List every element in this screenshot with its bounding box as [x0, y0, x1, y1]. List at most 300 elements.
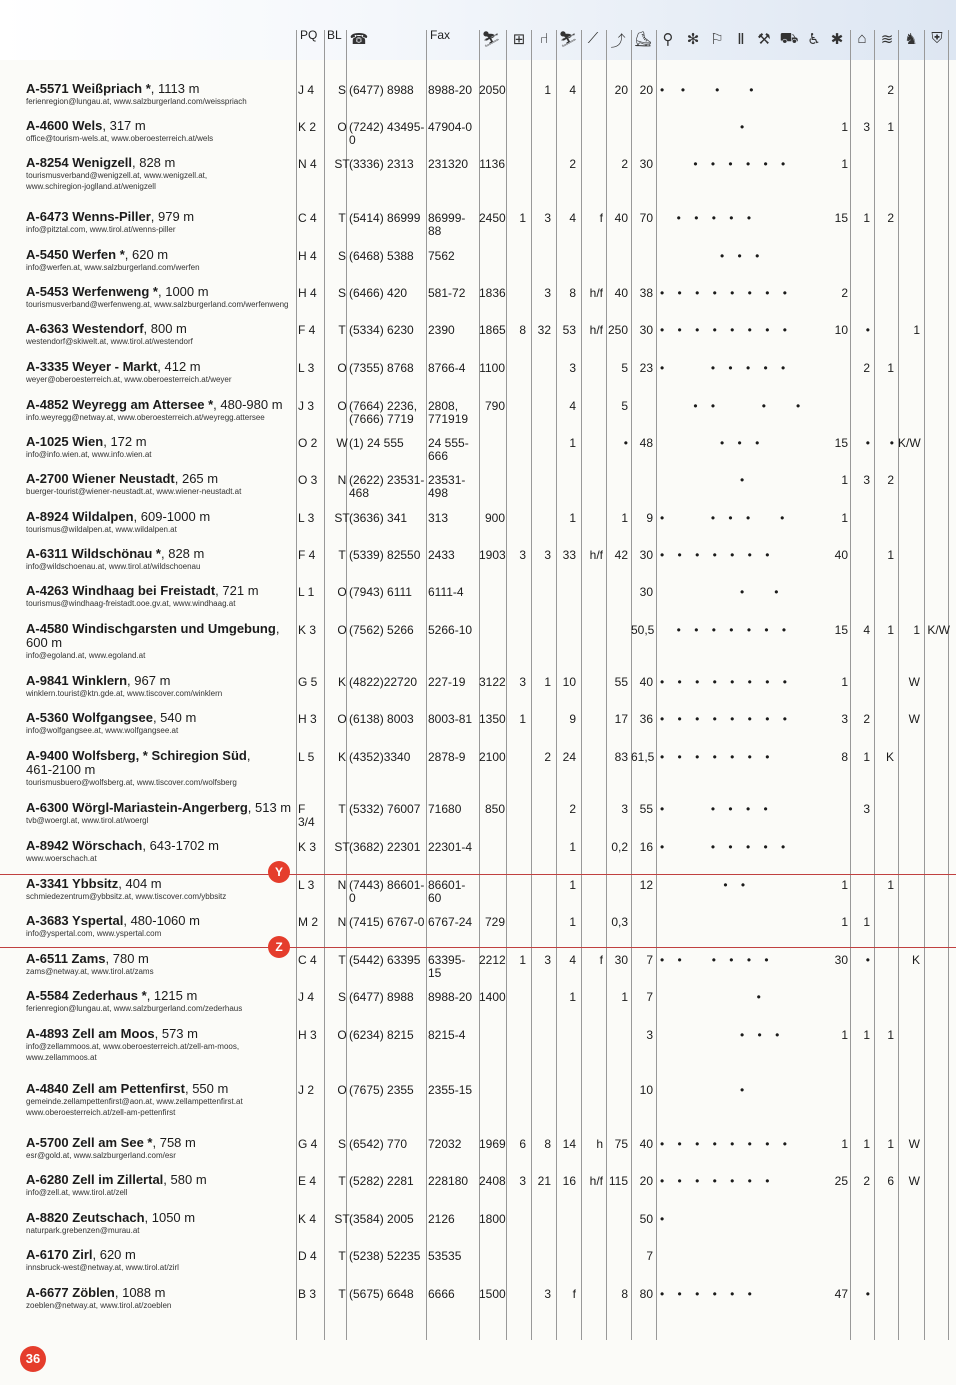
- place-entry: [26, 801, 294, 826]
- altitude: , 404 m: [118, 876, 162, 891]
- cell-tel: (7562) 5266: [349, 623, 414, 637]
- altitude: , 580 m: [163, 1172, 207, 1187]
- cell-bl: T: [338, 953, 346, 967]
- cell-r4: K/W: [898, 436, 921, 450]
- cell-bl: K: [337, 675, 346, 689]
- altitude: , 265 m: [174, 471, 219, 486]
- cell-c6: 42: [614, 548, 628, 562]
- contact-line: www.zellammoos.at: [26, 1053, 97, 1062]
- place-name: A-4840: [26, 1081, 69, 1096]
- cell-r2: 1: [863, 1028, 870, 1042]
- place-entry: [26, 1173, 294, 1198]
- place-entry: [26, 510, 294, 535]
- cell-fax: 2808, 771919: [428, 399, 469, 426]
- feature-dots: • • • • • •: [660, 361, 786, 375]
- cell-tel: (6468) 5388: [349, 249, 414, 263]
- cell-tel: (7415) 6767-0: [349, 915, 425, 929]
- cell-c7: 48: [639, 436, 653, 450]
- place-name: A-8942: [26, 838, 69, 853]
- contact-line: www.oberoesterreich.at/zell-am-pettenfirst: [26, 1108, 176, 1117]
- cell-r1: 2: [841, 286, 848, 300]
- cell-c4: 4: [569, 399, 576, 413]
- place-name: Zell am Pettenfirst: [72, 1081, 185, 1096]
- cell-tel: (6477) 8988: [349, 990, 414, 1004]
- cell-c4: 53: [562, 323, 576, 337]
- feature-dots: • • • • • • •: [660, 623, 787, 637]
- cell-pq: C 4: [298, 953, 317, 967]
- hiking-icon: ⚲: [662, 31, 674, 48]
- cell-c2: 1: [519, 953, 526, 967]
- cell-r1: 1: [841, 915, 848, 929]
- cell-r4: W: [908, 712, 920, 726]
- cell-c1: 1865: [479, 323, 506, 337]
- cell-c7: 7: [646, 953, 653, 967]
- cell-pq: F 4: [298, 323, 316, 337]
- section-marker-z: Z: [268, 936, 290, 958]
- place-title: [26, 248, 294, 262]
- cell-r2: 2: [863, 361, 870, 375]
- cell-r2: 2: [863, 1174, 870, 1188]
- contact-line: zoeblen@netway.at, www.tirol.at/zoeblen: [26, 1301, 172, 1310]
- cell-c5: h/f: [589, 548, 603, 562]
- cell-c1: 2100: [479, 750, 506, 764]
- cell-c1: 1800: [479, 1212, 506, 1226]
- place-name: Wiener Neustadt: [72, 471, 175, 486]
- feature-dots: • • • • • •: [660, 840, 786, 854]
- cell-tel: (7664) 2236, (7666) 7719: [349, 399, 418, 426]
- place-name: Windhaag bei Freistadt: [72, 583, 216, 598]
- cell-c7: 12: [639, 878, 653, 892]
- cell-c3: 3: [544, 953, 551, 967]
- cell-bl: T: [338, 1249, 346, 1263]
- cell-r2: 4: [863, 623, 870, 637]
- cell-r1: 15: [834, 623, 848, 637]
- cell-c7: 20: [639, 1174, 653, 1188]
- place-entry: [26, 1211, 294, 1236]
- place-title: [26, 1248, 294, 1262]
- contact-line: schmiedezentrum@ybbsitz.at, www.tiscover.com/ybbsitz: [26, 892, 227, 901]
- cell-tel: (6477) 8988: [349, 83, 414, 97]
- contact-line: innsbruck-west@netway.at, www.tirol.at/zirl: [26, 1263, 179, 1272]
- cell-r1: 10: [834, 323, 848, 337]
- cell-c1: 1969: [479, 1137, 506, 1151]
- cell-c3: 1: [544, 675, 551, 689]
- place-title: [26, 622, 294, 636]
- cell-c7: 30: [639, 157, 653, 171]
- place-entry: [26, 210, 294, 235]
- cell-c6: 30: [614, 953, 628, 967]
- place-title: [26, 584, 294, 598]
- place-entry: [26, 285, 294, 310]
- cell-tel: (3336) 2313: [349, 157, 414, 171]
- place-name: A-6363: [26, 321, 69, 336]
- cell-c6: 20: [614, 83, 628, 97]
- place-name: Weyer - Markt: [72, 359, 158, 374]
- place-title: [26, 1286, 294, 1300]
- cell-bl: O: [337, 120, 347, 134]
- cell-c6: 40: [614, 211, 628, 225]
- cell-r1: 8: [841, 750, 848, 764]
- place-entry: [26, 622, 294, 661]
- walker-icon: ⚒: [757, 31, 771, 48]
- place-title: [26, 877, 294, 891]
- cell-r1: 1: [841, 878, 848, 892]
- cell-r4: 1: [913, 623, 920, 637]
- cell-c2: 3: [519, 1174, 526, 1188]
- place-title: [26, 285, 294, 299]
- place-name: A-5700: [26, 1135, 69, 1150]
- cell-c6: 2: [621, 157, 628, 171]
- place-name: Zams: [71, 951, 106, 966]
- cell-c7: 50: [639, 1212, 653, 1226]
- contact-line: tourismus@wildalpen.at, www.wildalpen.at: [26, 525, 177, 534]
- cell-c6: 250: [607, 323, 628, 337]
- cell-bl: N: [337, 878, 347, 892]
- cell-c5: f: [599, 953, 603, 967]
- cell-c3: 2: [544, 750, 551, 764]
- feature-dots: • • • • • •: [660, 157, 786, 171]
- place-name: A-5584: [26, 988, 69, 1003]
- cell-pq: K 2: [298, 120, 317, 134]
- place-name: Zirl: [72, 1247, 93, 1262]
- cell-fax: 6111-4: [428, 585, 464, 599]
- cell-fax: 86601-60: [428, 878, 466, 905]
- feature-dots: • • • • • • • •: [660, 286, 787, 300]
- header-bl: BL: [327, 28, 342, 42]
- cell-pq: L 1: [298, 585, 315, 599]
- place-name: A-4852: [26, 397, 69, 412]
- cell-tel: (5442) 63395: [349, 953, 421, 967]
- altitude: , 480-980 m: [213, 397, 283, 412]
- cell-fax: 7562: [428, 249, 455, 263]
- place-title: [26, 989, 294, 1003]
- cell-bl: T: [338, 211, 346, 225]
- cell-c4: 14: [562, 1137, 576, 1151]
- cell-tel: (7675) 2355: [349, 1083, 414, 1097]
- horse-icon: ♞: [904, 31, 918, 48]
- place-name: Weißpriach *: [72, 81, 151, 96]
- feature-dots: • • • • • • •: [660, 548, 770, 562]
- cell-bl: O: [337, 361, 347, 375]
- contact-line: info@wildschoenau.at, www.tirol.at/wildschoenau: [26, 562, 201, 571]
- cell-fax: 2355-15: [428, 1083, 473, 1097]
- cell-c4: 1: [569, 915, 576, 929]
- place-name: Wien: [72, 434, 104, 449]
- cell-fax: 8988-20: [428, 83, 473, 97]
- place-name: A-4600: [26, 118, 69, 133]
- place-entry: [26, 839, 294, 864]
- place-name: Wolfgangsee: [72, 710, 153, 725]
- cell-c1: 1500: [479, 1287, 506, 1301]
- cell-c4: 4: [569, 211, 576, 225]
- cell-bl: O: [337, 1083, 347, 1097]
- cell-r2: 1: [863, 1137, 870, 1151]
- cell-c6: 3: [621, 802, 628, 816]
- shield-icon: ⛨: [931, 30, 943, 47]
- contact-line: info@zellammoos.at, www.oberoesterreich.at/zell-am-moos,: [26, 1042, 240, 1051]
- cell-pq: L 3: [298, 361, 315, 375]
- cell-r1: 1: [841, 473, 848, 487]
- contact-line: info@info.wien.at, www.info.wien.at: [26, 450, 152, 459]
- cell-c7: 30: [639, 323, 653, 337]
- cell-c1: 2450: [479, 211, 506, 225]
- cell-c7: 55: [639, 802, 653, 816]
- cell-c1: 850: [484, 802, 505, 816]
- place-name: Yspertal: [72, 913, 124, 928]
- place-title: [26, 674, 294, 688]
- cell-tel: (4352)3340: [349, 750, 411, 764]
- cell-bl: O: [337, 399, 347, 413]
- cell-pq: K 3: [298, 840, 317, 854]
- cell-fax: 63395-15: [428, 953, 466, 980]
- place-entry: [26, 584, 294, 609]
- cell-bl: T: [338, 323, 346, 337]
- place-name: Windischgarsten und Umgebung: [72, 621, 276, 636]
- feature-dots: • • • • • • • •: [660, 675, 787, 689]
- cell-fax: 313: [428, 511, 449, 525]
- feature-dots: • •: [660, 878, 746, 892]
- cell-c4: f: [572, 1287, 576, 1301]
- place-entry: [26, 435, 294, 460]
- cell-bl: T: [338, 1174, 346, 1188]
- place-title: [26, 472, 294, 486]
- feature-dots: • • •: [660, 436, 760, 450]
- cell-r3: K: [885, 750, 894, 764]
- place-name: Zederhaus *: [72, 988, 147, 1003]
- cell-r3: 1: [887, 548, 894, 562]
- cell-c6: 115: [608, 1174, 628, 1188]
- cell-c1: 1100: [479, 361, 505, 375]
- cell-c2: 6: [519, 1137, 526, 1151]
- cell-tel: (5238) 52235: [349, 1249, 421, 1263]
- cell-r1: 15: [834, 436, 848, 450]
- cell-fax: 227-19: [428, 675, 466, 689]
- place-name: Zell im Zillertal: [72, 1172, 164, 1187]
- cell-c7: 50,5: [631, 623, 655, 637]
- altitude: , 573 m: [154, 1026, 198, 1041]
- contact-line: ferienregion@lungau.at, www.salzburgerland.com/zederhaus: [26, 1004, 243, 1013]
- cell-c3: 32: [537, 323, 551, 337]
- cell-c6: 75: [614, 1137, 628, 1151]
- altitude: , 800 m: [143, 321, 187, 336]
- cell-c3: 3: [544, 211, 551, 225]
- cell-c3: 3: [544, 286, 551, 300]
- place-title: [26, 360, 294, 374]
- place-entry: [26, 472, 294, 497]
- cell-r3: 1: [887, 361, 894, 375]
- cell-pq: G 5: [298, 675, 318, 689]
- wheelchair-icon: ♿: [807, 31, 821, 48]
- feature-dots: • • •: [660, 249, 760, 263]
- torch-icon: Ⅱ: [737, 31, 745, 48]
- place-title: [26, 398, 294, 412]
- place-name: Wörschach: [72, 838, 143, 853]
- cell-c7: 7: [646, 1249, 653, 1263]
- feature-dots: • • • • • • • •: [660, 712, 787, 726]
- cell-r1: 1: [841, 120, 848, 134]
- cell-bl: T: [338, 802, 346, 816]
- cell-r1: 3: [841, 712, 848, 726]
- altitude: , 620 m: [124, 247, 169, 262]
- place-name: Wenigzell: [72, 155, 132, 170]
- cell-tel: (5332) 76007: [349, 802, 421, 816]
- cell-r2: 1: [863, 915, 870, 929]
- feature-dots: •: [660, 473, 745, 487]
- place-entry: [26, 82, 294, 107]
- header-fax: Fax: [430, 28, 451, 42]
- cell-c6: 1: [621, 990, 628, 1004]
- place-entry: [26, 322, 294, 347]
- place-name: A-8924: [26, 509, 69, 524]
- cell-c6: •: [623, 436, 628, 450]
- cell-bl: N: [337, 915, 347, 929]
- contact-line: tourismus@windhaag-freistadt.ooe.gv.at, www.windhaag.at: [26, 599, 236, 608]
- altitude: , 540 m: [152, 710, 197, 725]
- cell-tel: (1) 24 555: [349, 436, 404, 450]
- snowboard-icon: ⛸: [633, 31, 653, 48]
- place-name: A-6311: [26, 546, 68, 561]
- cell-fax: 6666: [428, 1287, 455, 1301]
- cell-c1: 1400: [479, 990, 506, 1004]
- cell-tel: (6234) 8215: [349, 1028, 414, 1042]
- place-entry: [26, 1082, 294, 1118]
- cell-c4: 10: [562, 675, 576, 689]
- contact-line: westendorf@skiwelt.at, www.tirol.at/westendorf: [26, 337, 193, 346]
- cell-pq: F 4: [298, 548, 316, 562]
- place-name: A-3335: [26, 359, 69, 374]
- cell-c4: 2: [569, 802, 576, 816]
- cell-pq: F 3/4: [298, 802, 315, 829]
- place-title: [26, 322, 294, 336]
- cell-bl: O: [337, 585, 347, 599]
- header-pq: PQ: [300, 28, 318, 42]
- cell-c1: 2408: [479, 1174, 506, 1188]
- cell-fax: 71680: [428, 802, 462, 816]
- cell-c4: 16: [562, 1174, 576, 1188]
- sled-icon: ⛟: [779, 30, 799, 47]
- place-title: [26, 914, 294, 928]
- contact-line: www.woerschach.at: [26, 854, 97, 863]
- cell-r3: 1: [887, 623, 894, 637]
- cell-c7: 7: [646, 990, 653, 1004]
- place-name: A-6677: [26, 1285, 69, 1300]
- cell-c6: 5: [621, 361, 628, 375]
- cell-c7: 40: [639, 1137, 653, 1151]
- altitude: , 721 m: [215, 583, 259, 598]
- cell-r3: 1: [887, 1028, 894, 1042]
- cell-c4: 4: [569, 953, 576, 967]
- place-name: Zeutschach: [72, 1210, 145, 1225]
- contact-line: info@wolfgangsee.at, www.wolfgangsee.at: [26, 726, 179, 735]
- cell-r3: 1: [887, 1137, 894, 1151]
- feature-dots: • • •: [660, 1028, 780, 1042]
- cell-tel: (3636) 341: [349, 511, 408, 525]
- feature-dots: • •: [660, 585, 779, 599]
- feature-dots: •: [660, 1083, 745, 1097]
- cell-fax: 23531-498: [428, 473, 466, 500]
- cell-pq: J 4: [298, 83, 315, 97]
- cell-pq: M 2: [298, 915, 319, 929]
- contact-line: weyer@oberoesterreich.at, www.oberoesterreich.at/weyer: [26, 375, 232, 384]
- altitude: , 979 m: [150, 209, 195, 224]
- cell-pq: D 4: [298, 1249, 317, 1263]
- altitude: ,: [246, 748, 251, 763]
- place-name: A-8820: [26, 1210, 69, 1225]
- place-name: Wels: [72, 118, 103, 133]
- cell-fax: 228180: [428, 1174, 469, 1188]
- altitude: , 513 m: [247, 800, 292, 815]
- feature-dots: • • • • •: [660, 211, 752, 225]
- cell-r3: 2: [887, 473, 894, 487]
- sauna-icon: ⌂: [857, 30, 867, 47]
- cell-c4: 1: [569, 878, 576, 892]
- altitude: , 412 m: [157, 359, 201, 374]
- cell-c2: 1: [519, 712, 526, 726]
- place-title: [26, 210, 294, 224]
- cell-bl: O: [337, 623, 347, 637]
- cell-tel: (7443) 86601-0: [349, 878, 425, 905]
- cell-fax: 53535: [428, 1249, 462, 1263]
- place-entry: [26, 674, 294, 699]
- cell-c1: 790: [484, 399, 505, 413]
- gondola-icon: ⊞: [512, 31, 526, 48]
- place-title: [26, 1136, 294, 1150]
- altitude: , 1215 m: [146, 988, 198, 1003]
- cell-pq: K 4: [298, 1212, 317, 1226]
- cell-fax: 6767-24: [428, 915, 473, 929]
- cell-c4: 1: [569, 436, 576, 450]
- place-title: [26, 547, 294, 561]
- cell-tel: (7242) 43495-0: [349, 120, 425, 147]
- place-name: A-5453: [26, 284, 69, 299]
- cell-c1: 1903: [479, 548, 506, 562]
- place-name: A-9400: [26, 748, 69, 763]
- cell-c1: 3122: [479, 675, 506, 689]
- cell-pq: J 2: [298, 1083, 315, 1097]
- feature-dots: •: [660, 120, 745, 134]
- place-name: A-6300: [26, 800, 69, 815]
- place-name: Weyregg am Attersee *: [72, 397, 214, 412]
- place-title: [26, 1173, 294, 1187]
- place-title: [26, 1082, 294, 1096]
- cell-bl: T: [338, 1287, 346, 1301]
- cell-c5: f: [599, 211, 603, 225]
- cell-bl: S: [337, 83, 346, 97]
- cell-c6: 17: [614, 712, 628, 726]
- cell-c5: h: [596, 1137, 603, 1151]
- place-name: A-8254: [26, 155, 69, 170]
- cell-r2: 3: [863, 802, 870, 816]
- cell-c1: 2050: [479, 83, 506, 97]
- place-entry: [26, 248, 294, 273]
- place-name: Winklern: [72, 673, 128, 688]
- cell-bl: T: [338, 548, 346, 562]
- chairlift-icon: ⑁: [539, 30, 549, 47]
- cell-r2: 3: [863, 120, 870, 134]
- cell-pq: O 3: [298, 473, 318, 487]
- cell-pq: L 3: [298, 878, 315, 892]
- cell-r3: 2: [887, 211, 894, 225]
- cell-fax: 22301-4: [428, 840, 473, 854]
- cell-c7: 3: [646, 1028, 653, 1042]
- place-entry: [26, 398, 294, 423]
- cell-c3: 1: [544, 83, 551, 97]
- contact-line: gemeinde.zellampettenfirst@aon.at, www.zellampettenfirst.at: [26, 1097, 243, 1106]
- contact-line: tourismusverband@werfenweng.at, www.salzburgerland.com/werfenweng: [26, 300, 289, 309]
- cell-pq: O 2: [298, 436, 318, 450]
- cell-fax: 581-72: [428, 286, 466, 300]
- cell-r3: 1: [887, 120, 894, 134]
